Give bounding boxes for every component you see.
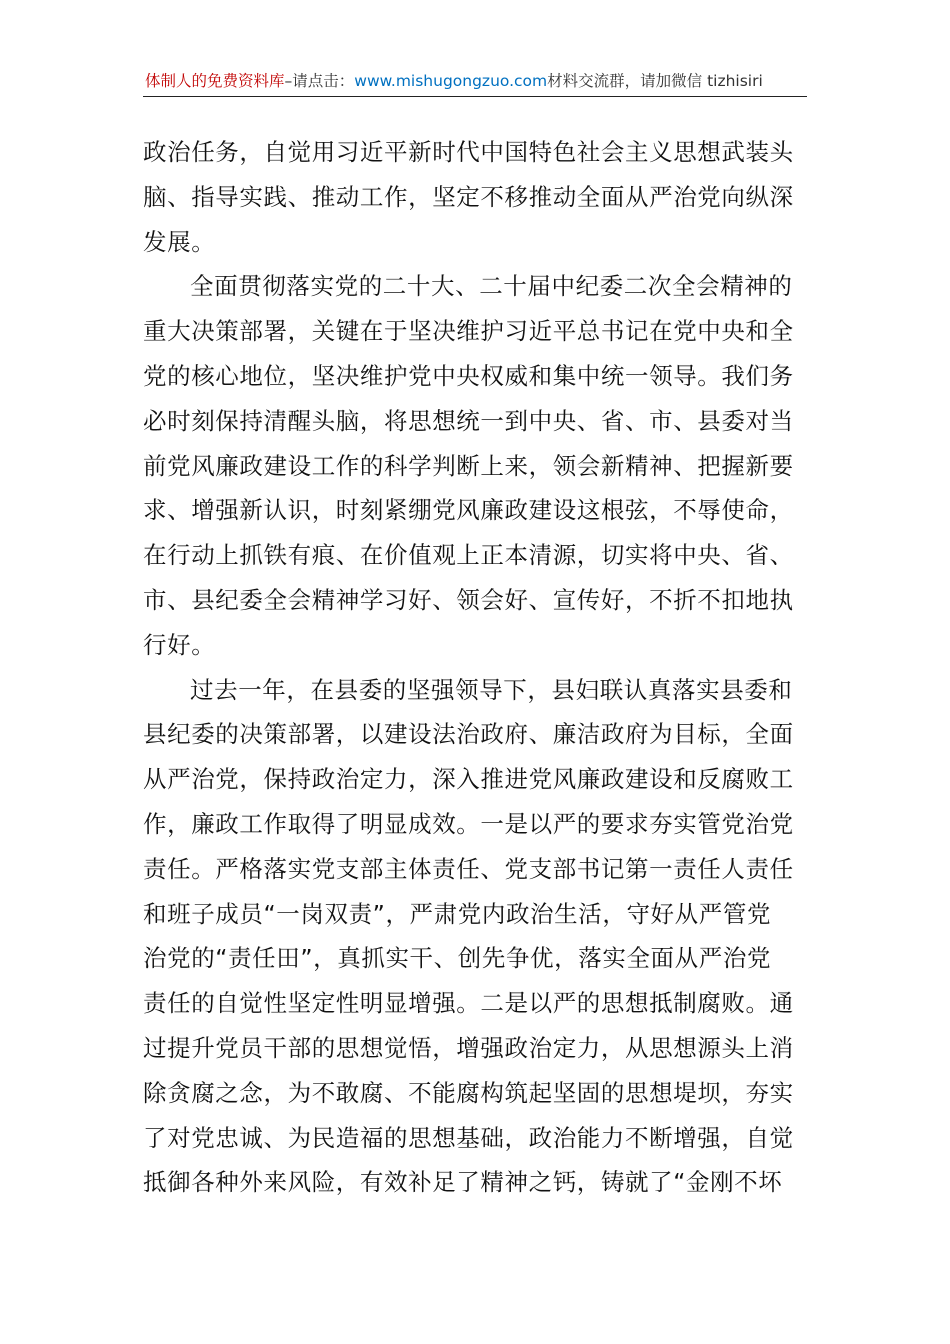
header-note: 材料交流群，请加微信 tizhisiri (547, 72, 763, 90)
text-line: 党的核心地位，坚决维护党中央权威和集中统一领导。我们务 (143, 361, 794, 390)
paragraph-1 (143, 130, 807, 264)
text-line: 从严治党，保持政治定力，深入推进党风廉政建设和反腐败工 (143, 765, 794, 794)
text-line: 行好。 (143, 630, 216, 659)
document-body (143, 130, 807, 1205)
text-line: 前党风廉政建设工作的科学判断上来，领会新精神、把握新要 (143, 451, 794, 480)
text-line: 市、县纪委全会精神学习好、领会好、宣传好，不折不扣地执 (143, 585, 794, 614)
text-line: 重大决策部署，关键在于坚决维护习近平总书记在党中央和全 (143, 317, 794, 346)
text-line: 作，廉政工作取得了明显成效。一是以严的要求夯实管党治党 (143, 809, 794, 838)
text-line: 了对党忠诚、为民造福的思想基础，政治能力不断增强，自觉 (143, 1123, 794, 1152)
text-line: 责任的自觉性坚定性明显增强。二是以严的思想抵制腐败。通 (143, 989, 794, 1018)
paragraph-3 (143, 668, 807, 1206)
header-divider (143, 96, 807, 97)
text-line: 除贪腐之念，为不敢腐、不能腐构筑起坚固的思想堤坝，夯实 (143, 1078, 794, 1107)
header-brand: 体制人的免费资料库 (145, 72, 285, 90)
page-header (145, 68, 807, 94)
text-line: 在行动上抓铁有痕、在价值观上正本清源，切实将中央、省、 (143, 541, 794, 570)
text-line: 过提升党员干部的思想觉悟，增强政治定力，从思想源头上消 (143, 1033, 794, 1062)
text-line: 必时刻保持清醒头脑，将思想统一到中央、省、市、县委对当 (143, 406, 794, 435)
text-line: 全面贯彻落实党的二十大、二十届中纪委二次全会精神的 (190, 272, 793, 301)
text-line: 抵御各种外来风险，有效补足了精神之钙，铸就了“金刚不坏 (143, 1168, 783, 1197)
text-line: 过去一年，在县委的坚强领导下，县妇联认真落实县委和 (190, 675, 793, 704)
text-line: 发展。 (143, 227, 216, 256)
paragraph-2 (143, 264, 807, 667)
text-line: 治党的“责任田”，真抓实干、创先争优，落实全面从严治党 (143, 944, 772, 973)
text-line: 脑、指导实践、推动工作，坚定不移推动全面从严治党向纵深 (143, 182, 794, 211)
text-line: 政治任务，自觉用习近平新时代中国特色社会主义思想武装头 (143, 138, 794, 166)
header-prompt: –请点击： (284, 72, 355, 90)
text-line: 求、增强新认识，时刻紧绷党风廉政建设这根弦，不辱使命， (143, 496, 794, 525)
text-line: 责任。严格落实党支部主体责任、党支部书记第一责任人责任 (143, 854, 794, 883)
text-line: 县纪委的决策部署，以建设法治政府、廉洁政府为目标，全面 (143, 720, 794, 749)
header-url-link[interactable]: www.mishugongzuo.com (354, 72, 548, 90)
text-line: 和班子成员“一岗双责”，严肃党内政治生活，守好从严管党 (143, 899, 772, 928)
